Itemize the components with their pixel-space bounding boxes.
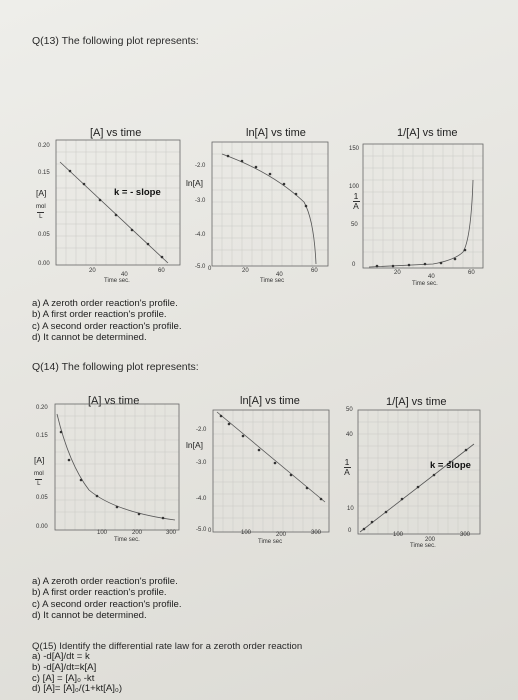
q14-plot2-xtick: 300	[311, 530, 322, 536]
q14-plot3-slope-annotation: k = slope	[430, 460, 471, 471]
q14-plot1-ytick: 0.00	[36, 524, 48, 530]
option-b: b) A first order reaction's profile.	[32, 309, 167, 321]
question-13-options	[32, 298, 182, 343]
question-15-options	[32, 652, 122, 695]
q14-plot1-xtick: 300	[166, 530, 177, 536]
q14-plot2-xlabel: Time sec	[258, 539, 283, 545]
q14-plot3-ytick: 0	[348, 528, 352, 534]
question-14-title: Q(14) The following plot represents:	[32, 361, 199, 373]
q13-plot3-title: 1/[A] vs time	[397, 127, 458, 139]
q14-plot2-grid	[213, 410, 329, 532]
q13-plot1-grid	[56, 140, 180, 265]
q13-plot2-ytick: -2.0	[195, 163, 206, 169]
q14-plot1-unit	[34, 470, 44, 489]
q13-plot1-ytick: 0.20	[38, 143, 50, 149]
q13-plot2-xtick: 20	[242, 268, 249, 274]
q13-plot1-slope-annotation: k = - slope	[114, 187, 161, 198]
q14-plot3-ytick: 40	[346, 432, 353, 438]
q13-plot2-xtick: 60	[311, 268, 318, 274]
q13-plot3-xtick: 20	[394, 270, 401, 276]
ylabel-den: A	[353, 201, 359, 211]
q14-plot3-ytick: 10	[347, 506, 354, 512]
q14-plot3-grid	[358, 410, 480, 534]
q14-plot2-ytick: -3.0	[196, 460, 207, 466]
option-c: c) [A] = [A]₀ -kt	[32, 672, 95, 684]
q13-plot2-points	[227, 155, 308, 208]
q14-plot1-ytick: 0.15	[36, 433, 48, 439]
option-c: c) A second order reaction's profile.	[32, 320, 182, 332]
q14-plot3-ylabel	[342, 458, 352, 477]
q14-plot1-ylabel: [A]	[34, 455, 45, 465]
fraction-bar	[37, 212, 44, 213]
q13-plot1-xlabel: Time sec.	[104, 278, 130, 284]
q13-plot3-xlabel: Time sec.	[412, 281, 438, 287]
q13-plot3-curve	[369, 180, 473, 267]
q13-plot1-title: [A] vs time	[90, 127, 142, 139]
q14-plot3-ytick: 50	[346, 407, 353, 413]
q14-plot2-ytick: -2.0	[196, 427, 207, 433]
q13-plot3-xtick: 60	[468, 270, 475, 276]
q14-plot1-grid	[55, 404, 179, 530]
q13-plot2-ytick: -5.0	[195, 264, 206, 270]
unit-den: L	[39, 214, 43, 220]
q14-plot1-points	[60, 431, 165, 520]
q13-plot2-xlabel: Time sec	[260, 278, 285, 284]
q13-plot3-ytick: 0	[352, 262, 356, 268]
option-d: d) It cannot be determined.	[32, 609, 147, 621]
q13-plot3-ytick: 100	[349, 184, 360, 190]
q13-plot3-ylabel	[351, 192, 361, 211]
q13-plot3-ytick: 150	[349, 146, 360, 152]
q14-plot2-ytick: -4.0	[196, 496, 207, 502]
question-14-options	[32, 576, 182, 621]
q13-plot1-xtick: 20	[89, 268, 96, 274]
q14-plot3-xtick: 200	[425, 537, 436, 543]
q13-plot1-ytick: 0.05	[38, 232, 50, 238]
q13-plot2-grid	[212, 142, 328, 266]
unit-num: mol	[36, 204, 46, 210]
q14-plot1-ytick: 0.20	[36, 405, 48, 411]
q14-plot2-ylabel: ln[A]	[186, 440, 204, 450]
question-15-title: Q(15) Identify the differential rate law for a zeroth order reaction	[32, 641, 303, 652]
q14-plot2-xtick: 200	[276, 532, 287, 538]
ylabel-den: A	[344, 467, 350, 477]
option-a: a) -d[A]/dt = k	[32, 651, 90, 662]
question-13-title: Q(13) The following plot represents:	[32, 35, 199, 47]
q14-plot3-xtick: 300	[460, 532, 471, 538]
q13-plot2-xtick: 40	[276, 272, 283, 278]
q13-plot2-ylabel: ln[A]	[186, 178, 204, 188]
q14-plot1-curve	[57, 414, 175, 520]
option-a: a) A zeroth order reaction's profile.	[32, 298, 178, 309]
ylabel-num: 1	[353, 191, 359, 201]
unit-den: L	[37, 481, 41, 487]
q13-plot1-ytick: 0.15	[38, 170, 50, 176]
q13-plot3-xtick: 40	[428, 274, 435, 280]
unit-num: mol	[34, 471, 44, 477]
option-d: d) [A]= [A]₀/(1+kt[A]₀)	[32, 683, 123, 695]
q14-plot1-xtick: 200	[132, 530, 143, 536]
q13-plot2-xtick: 0	[208, 266, 212, 272]
option-b: b) A first order reaction's profile.	[32, 587, 167, 599]
ylabel-num: 1	[344, 457, 350, 467]
q13-plot3-ytick: 50	[351, 222, 358, 228]
q13-plot1-unit	[36, 203, 46, 222]
q13-plot1-xtick: 40	[121, 272, 128, 278]
option-d: d) It cannot be determined.	[32, 331, 147, 343]
q14-plot1-title: [A] vs time	[88, 395, 140, 407]
option-a: a) A zeroth order reaction's profile.	[32, 576, 178, 587]
q14-plot2-xtick: 100	[241, 530, 252, 536]
q14-plot3-trend-line	[360, 444, 474, 532]
q14-plot3-xlabel: Time sec.	[410, 543, 436, 549]
q13-plot1-ytick: 0.00	[38, 261, 50, 267]
q14-plot3-xtick: 100	[393, 532, 404, 538]
q13-plot2-title: ln[A] vs time	[246, 127, 306, 139]
q13-plot3-grid	[363, 144, 483, 268]
q14-plot1-xlabel: Time sec.	[114, 537, 140, 543]
q13-plot1-xtick: 60	[158, 268, 165, 274]
q14-plot1-ytick: 0.05	[36, 495, 48, 501]
q14-plot2-xtick: 0	[208, 528, 212, 534]
q14-plot3-title: 1/[A] vs time	[386, 396, 447, 408]
q14-plot2-title: ln[A] vs time	[240, 395, 300, 407]
q13-plot2-ytick: -4.0	[195, 232, 206, 238]
q13-plot2-ytick: -3.0	[195, 198, 206, 204]
q14-plot1-xtick: 100	[97, 530, 108, 536]
option-b: b) -d[A]/dt=k[A]	[32, 661, 97, 673]
q13-plot1-ylabel: [A]	[36, 188, 47, 198]
q14-plot2-ytick: -5.0	[196, 527, 207, 533]
option-c: c) A second order reaction's profile.	[32, 598, 182, 610]
fraction-bar	[35, 479, 42, 480]
